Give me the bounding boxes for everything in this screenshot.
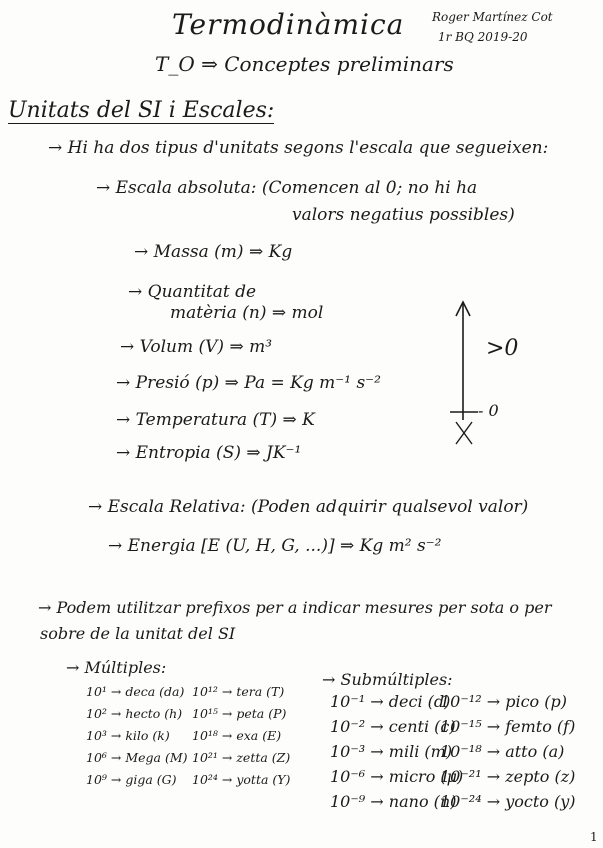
prefix-atto: 10⁻¹⁸ → atto (a) <box>440 742 565 761</box>
prefix-hecto: 10² → hecto (h) <box>86 706 183 721</box>
relative-scale-label: → Escala Relativa: (Poden adquirir qualsevol valor) <box>88 497 529 517</box>
submultiples-label: → Submúltiples: <box>322 670 453 689</box>
prefix-yocto: 10⁻²⁴ → yocto (y) <box>440 792 576 811</box>
author-name: Roger Martínez Cot <box>432 10 553 24</box>
intro-line: → Hi ha dos tipus d'unitats segons l'escala que segueixen: <box>48 138 549 158</box>
quantity-amount: → Quantitat de <box>128 282 257 302</box>
axis-zero-label: - 0 <box>478 401 499 420</box>
multiples-col2 <box>192 684 290 794</box>
quantity-volume: → Volum (V) ⇒ m³ <box>120 337 273 357</box>
prefix-peta: 10¹⁵ → peta (P) <box>192 706 287 721</box>
prefixes-intro-line2: sobre de la unitat del SI <box>40 624 236 643</box>
prefix-mega: 10⁶ → Mega (M) <box>86 750 188 765</box>
prefixes-intro: → Podem utilitzar prefixos per a indicar mesures per sota o per <box>38 598 552 617</box>
quantity-energy: → Energia [E (U, H, G, ...)] ⇒ Kg m² s⁻² <box>108 536 442 556</box>
quantity-pressure: → Presió (p) ⇒ Pa = Kg m⁻¹ s⁻² <box>116 373 381 393</box>
page-title: Termodinàmica <box>172 8 405 41</box>
course-label: 1r BQ 2019-20 <box>438 30 528 44</box>
absolute-scale-note: valors negatius possibles) <box>292 205 515 225</box>
prefix-micro: 10⁻⁶ → micro (μ) <box>330 767 464 786</box>
prefix-deca: 10¹ → deca (da) <box>86 684 185 699</box>
prefix-exa: 10¹⁸ → exa (E) <box>192 728 282 743</box>
quantity-amount-line2: matèria (n) ⇒ mol <box>170 303 324 323</box>
prefix-centi: 10⁻² → centi (c) <box>330 717 456 736</box>
prefix-femto: 10⁻¹⁵ → femto (f) <box>440 717 576 736</box>
prefix-zepto: 10⁻²¹ → zepto (z) <box>440 767 576 786</box>
quantity-mass: → Massa (m) ⇒ Kg <box>134 242 293 262</box>
prefix-giga: 10⁹ → giga (G) <box>86 772 177 787</box>
axis-positive-label: >0 <box>486 336 519 361</box>
prefix-pico: 10⁻¹² → pico (p) <box>440 692 567 711</box>
quantity-temperature: → Temperatura (T) ⇒ K <box>116 410 315 430</box>
absolute-scale-label: → Escala absoluta: (Comencen al 0; no hi ha <box>96 178 478 198</box>
prefix-yotta: 10²⁴ → yotta (Y) <box>192 772 291 787</box>
section-heading: Unitats del SI i Escales: <box>8 98 275 123</box>
prefix-kilo: 10³ → kilo (k) <box>86 728 170 743</box>
page-number: 1 <box>590 830 598 844</box>
prefix-tera: 10¹² → tera (T) <box>192 684 285 699</box>
submultiples-col2 <box>440 692 576 817</box>
multiples-col1 <box>86 684 188 794</box>
prefix-deci: 10⁻¹ → deci (d) <box>330 692 451 711</box>
page-subtitle: T_O ⇒ Conceptes preliminars <box>155 52 454 76</box>
prefix-zetta: 10²¹ → zetta (Z) <box>192 750 291 765</box>
prefix-nano: 10⁻⁹ → nano (n) <box>330 792 457 811</box>
multiples-label: → Múltiples: <box>66 658 167 677</box>
quantity-entropy: → Entropia (S) ⇒ JK⁻¹ <box>116 443 302 463</box>
prefix-mili: 10⁻³ → mili (m) <box>330 742 453 761</box>
